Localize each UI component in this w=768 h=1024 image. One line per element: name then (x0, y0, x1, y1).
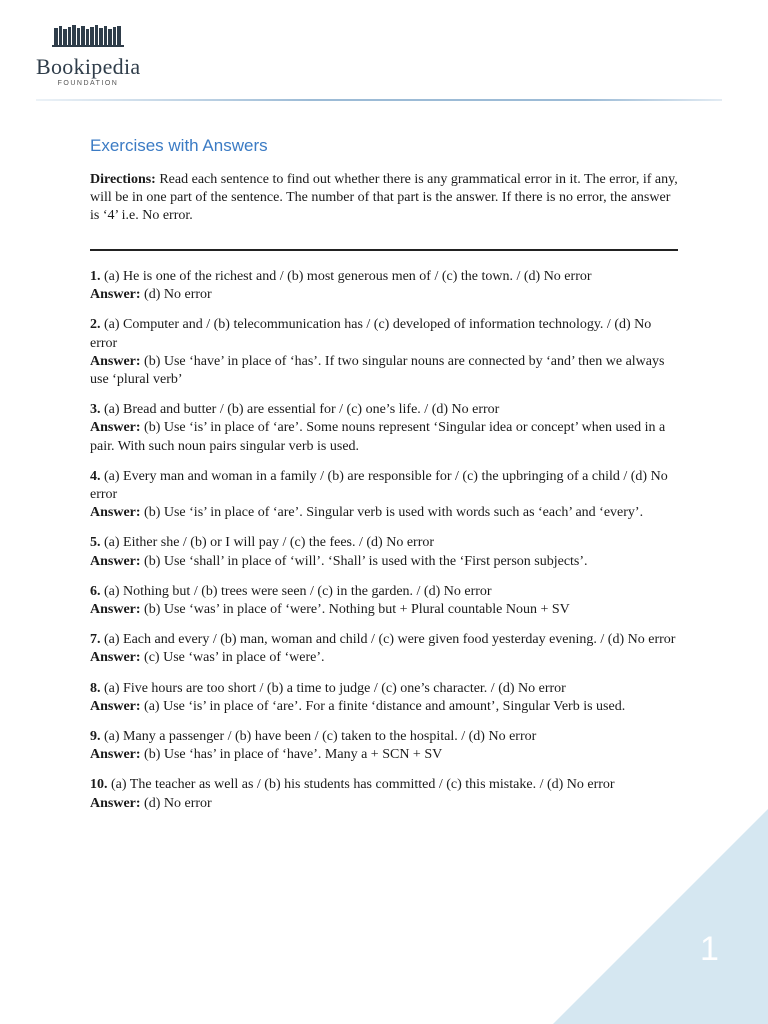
question-item (90, 680, 680, 716)
answer-body: (d) No error (140, 287, 212, 303)
page-title: Exercises with Answers (90, 136, 268, 155)
answer-text (90, 286, 680, 304)
question-text (90, 534, 680, 552)
question-number: 2. (90, 317, 101, 333)
answer-label: Answer: (90, 602, 141, 618)
question-text (90, 776, 680, 794)
answer-body: (a) Use ‘is’ in place of ‘are’. For a finite ‘distance and amount’, Singular Verb is used. (140, 698, 626, 714)
answer-text (90, 698, 680, 716)
corner-decoration (553, 809, 768, 1024)
answer-label: Answer: (90, 287, 141, 303)
question-item (90, 468, 680, 523)
question-list (90, 268, 680, 825)
answer-text (90, 419, 680, 455)
question-number: 10. (90, 777, 108, 793)
directions-label: Directions: (90, 172, 156, 187)
answer-body: (b) Use ‘have’ in place of ‘has’. If two singular nouns are connected by ‘and’ then we always use ‘plural verb’ (90, 353, 665, 388)
question-text (90, 583, 680, 601)
answer-label: Answer: (90, 650, 141, 666)
question-item (90, 728, 680, 764)
question-item (90, 316, 680, 389)
question-item (90, 401, 680, 456)
question-number: 9. (90, 729, 101, 745)
question-text (90, 728, 680, 746)
answer-body: (b) Use ‘is’ in place of ‘are’. Some nouns represent ‘Singular idea or concept’ when used in a pair. With such noun pairs singular verb is used. (90, 420, 666, 454)
question-item (90, 534, 680, 570)
question-body: (a) Either she / (b) or I will pay / (c) the fees. / (d) No error (100, 535, 435, 551)
answer-label: Answer: (90, 505, 141, 521)
directions (90, 171, 680, 225)
question-body: (a) Five hours are too short / (b) a time to judge / (c) one’s character. / (d) No error (100, 680, 566, 696)
question-body: (a) Every man and woman in a family / (b) are responsible for / (c) the upbringing of a child / (d) No error (90, 468, 668, 503)
answer-text (90, 746, 680, 764)
question-item (90, 268, 680, 304)
question-number: 7. (90, 632, 101, 648)
question-item (90, 583, 680, 619)
answer-text (90, 649, 680, 667)
answer-label: Answer: (90, 747, 141, 763)
question-text (90, 316, 680, 352)
answer-text (90, 553, 680, 571)
answer-body: (b) Use ‘is’ in place of ‘are’. Singular verb is used with words such as ‘each’ and ‘every’. (140, 505, 644, 521)
logo-name: Bookipedia (36, 54, 141, 79)
question-text (90, 468, 680, 504)
answer-body: (d) No error (140, 795, 212, 811)
question-body: (a) Many a passenger / (b) have been / (c) taken to the hospital. / (d) No error (100, 729, 537, 745)
question-item (90, 631, 680, 667)
logo (36, 24, 140, 100)
header-divider (36, 99, 722, 101)
answer-label: Answer: (90, 420, 141, 436)
answer-text (90, 795, 680, 813)
question-number: 1. (90, 269, 101, 284)
answer-text (90, 601, 680, 619)
question-number: 5. (90, 535, 101, 551)
answer-body: (c) Use ‘was’ in place of ‘were’. (140, 650, 325, 666)
question-number: 8. (90, 680, 101, 696)
answer-label: Answer: (90, 553, 141, 569)
answer-label: Answer: (90, 795, 141, 811)
question-text (90, 401, 680, 419)
question-number: 4. (90, 468, 101, 484)
page-number: 1 (700, 930, 719, 968)
question-text (90, 680, 680, 698)
question-body: (a) Bread and butter / (b) are essential for / (c) one’s life. / (d) No error (100, 402, 500, 418)
question-body: (a) Computer and / (b) telecommunication has / (c) developed of information technology. / (d) No error (90, 317, 652, 351)
answer-label: Answer: (90, 353, 141, 369)
books-logo-icon (52, 24, 124, 48)
answer-text (90, 504, 680, 522)
question-text (90, 268, 680, 286)
question-body: (a) He is one of the richest and / (b) most generous men of / (c) the town. / (d) No error (100, 269, 592, 284)
question-item (90, 776, 680, 812)
answer-body: (b) Use ‘shall’ in place of ‘will’. ‘Shall’ is used with the ‘First person subjects’. (140, 553, 588, 569)
answer-text (90, 353, 680, 389)
question-body: (a) Nothing but / (b) trees were seen / (c) in the garden. / (d) No error (100, 583, 492, 599)
section-divider (90, 249, 678, 251)
question-text (90, 631, 680, 649)
question-body: (a) Each and every / (b) man, woman and child / (c) were given food yesterday evening. / (d) No error (100, 632, 676, 648)
answer-body: (b) Use ‘was’ in place of ‘were’. Nothing but + Plural countable Noun + SV (140, 602, 570, 618)
question-number: 6. (90, 583, 101, 599)
directions-text: Read each sentence to find out whether there is any grammatical error in it. The error, if any, will be in one part of the sentence. The number of that part is the answer. If there is no error, the answer is ‘4’ i.e. No error. (90, 172, 678, 223)
question-number: 3. (90, 402, 101, 418)
question-body: (a) The teacher as well as / (b) his students has committed / (c) this mistake. / (d) No error (107, 777, 615, 793)
logo-subtitle: FOUNDATION (57, 80, 119, 87)
answer-body: (b) Use ‘has’ in place of ‘have’. Many a + SCN + SV (140, 747, 443, 763)
answer-label: Answer: (90, 698, 141, 714)
